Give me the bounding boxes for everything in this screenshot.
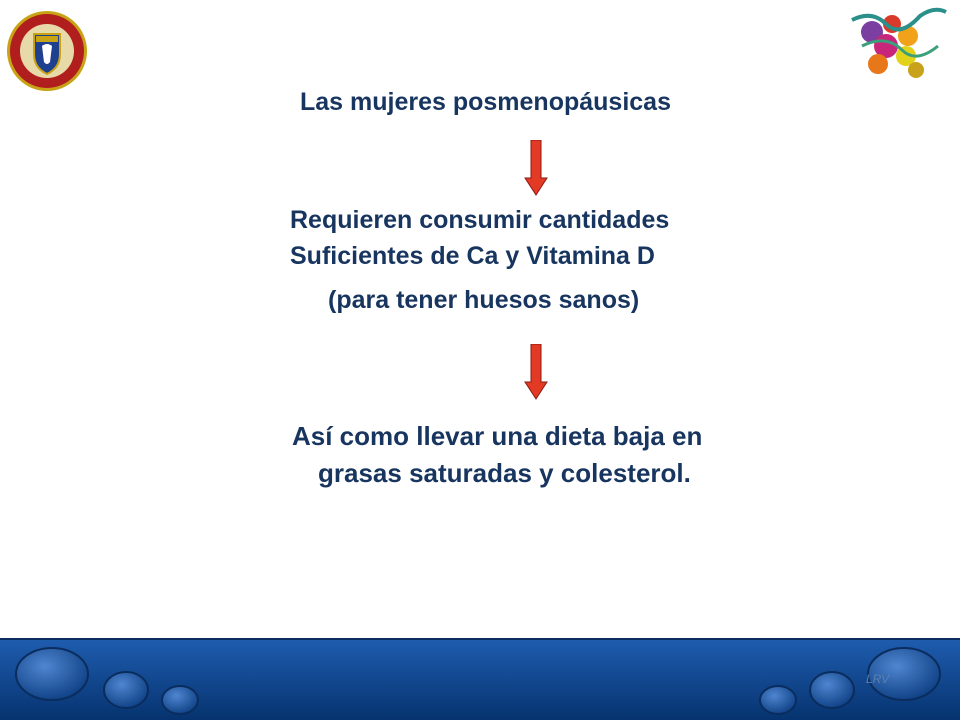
- university-seal-icon: [6, 10, 88, 92]
- red-down-arrow-icon: [524, 344, 548, 400]
- footer-band: [0, 638, 960, 720]
- text-line-dieta: Así como llevar una dieta baja en: [292, 421, 703, 451]
- text-line-suficientes: Suficientes de Ca y Vitamina D: [290, 242, 655, 270]
- footer-watermark: LRV: [866, 672, 890, 686]
- slide-title: Las mujeres posmenopáusicas: [300, 88, 671, 116]
- text-line-grasas: grasas saturadas y colesterol.: [318, 458, 691, 488]
- colorful-molecule-logo-icon: [842, 6, 950, 84]
- text-line-requieren: Requieren consumir cantidades: [290, 206, 670, 234]
- red-down-arrow-icon: [524, 140, 548, 196]
- text-line-huesos-sanos: (para tener huesos sanos): [328, 286, 640, 314]
